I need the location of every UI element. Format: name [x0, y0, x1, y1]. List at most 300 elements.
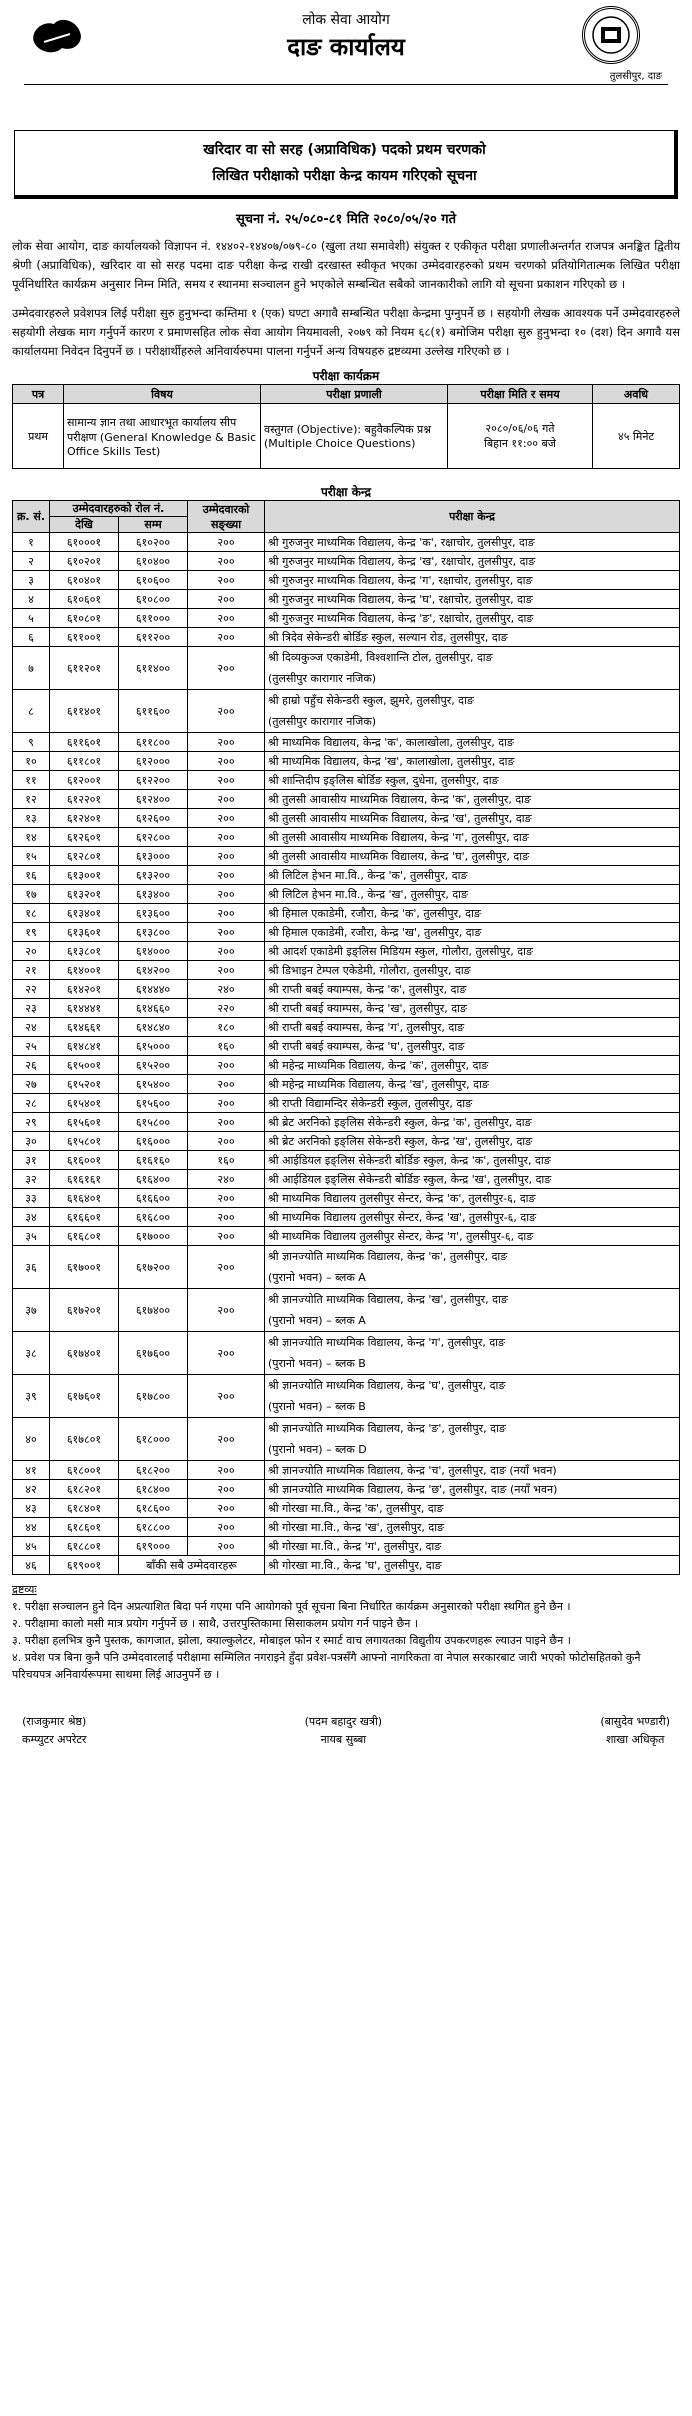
- sn-cell: ४०: [13, 1418, 50, 1461]
- roll-from-cell: ६१५८०१: [50, 1132, 119, 1151]
- date-time-cell: [448, 404, 593, 469]
- centers-table: [12, 500, 680, 1575]
- sn-cell: ४३: [13, 1499, 50, 1518]
- center-cell: [265, 1246, 680, 1289]
- center-name: श्री ज्ञानज्योति माध्यमिक विद्यालय, केन्द्र 'छ', तुलसीपुर, दाङ (नयाँ भवन): [268, 1482, 558, 1496]
- sn-cell: १०: [13, 752, 50, 771]
- roll-to-cell: ६१५०००: [119, 1037, 188, 1056]
- roll-to-cell: ६१५२००: [119, 1056, 188, 1075]
- roll-from-cell: ६१५२०१: [50, 1075, 119, 1094]
- roll-from-cell: ६१२२०१: [50, 790, 119, 809]
- sn-cell: १७: [13, 885, 50, 904]
- count-cell: २००: [188, 752, 265, 771]
- sn-cell: १६: [13, 866, 50, 885]
- center-cell: [265, 1461, 680, 1480]
- header-paper: पत्र: [13, 385, 64, 404]
- header-date-time: परीक्षा मिति र समय: [448, 385, 593, 404]
- roll-to-cell: ६१६१६०: [119, 1151, 188, 1170]
- center-note: (तुलसीपुर कारागार नजिक): [268, 672, 377, 685]
- exam-date: २०८०/०६/०६ गते: [485, 422, 555, 435]
- center-cell: [265, 942, 680, 961]
- roll-to-cell: ६११६००: [119, 690, 188, 733]
- center-cell: [265, 533, 680, 552]
- roll-to-cell: ६१४०००: [119, 942, 188, 961]
- centers-body: [13, 533, 680, 1575]
- roll-to-cell: ६१९०००: [119, 1537, 188, 1556]
- sn-cell: १८: [13, 904, 50, 923]
- center-name: श्री गुरुजनुर माध्यमिक विद्यालय, केन्द्र 'ङ', रक्षाचोर, तुलसीपुर, दाङ: [268, 611, 534, 625]
- org-name: लोक सेवा आयोग: [302, 12, 390, 28]
- count-cell: २००: [188, 923, 265, 942]
- sn-cell: २६: [13, 1056, 50, 1075]
- sn-cell: १: [13, 533, 50, 552]
- count-cell: २००: [188, 1418, 265, 1461]
- center-name: श्री तुलसी आवासीय माध्यमिक विद्यालय, केन्द्र 'ख', तुलसीपुर, दाङ: [268, 811, 532, 825]
- program-header-row: [13, 385, 680, 404]
- subject-cell: सामान्य ज्ञान तथा आधारभूत कार्यालय सीप परीक्षण (General Knowledge & Basic Office Skills Test): [64, 404, 261, 469]
- table-row: [13, 1151, 680, 1170]
- exam-time: बिहान ११:०० बजे: [484, 437, 556, 450]
- center-cell: [265, 923, 680, 942]
- table-row: [13, 690, 680, 733]
- center-cell: [265, 1480, 680, 1499]
- roll-to-cell: ६१८२००: [119, 1461, 188, 1480]
- roll-to-cell: ६१८०००: [119, 1418, 188, 1461]
- roll-to-cell: ६१६०००: [119, 1132, 188, 1151]
- centers-heading: परीक्षा केन्द्र: [320, 485, 372, 499]
- signer-title: नायब सुब्बा: [320, 1733, 367, 1746]
- header-subject: विषय: [64, 385, 261, 404]
- sn-cell: ३९: [13, 1375, 50, 1418]
- roll-from-cell: ६१२६०१: [50, 828, 119, 847]
- roll-from-cell: ६१६८०१: [50, 1227, 119, 1246]
- center-cell: [265, 866, 680, 885]
- sn-cell: ४५: [13, 1537, 50, 1556]
- roll-to-cell: ६१३६००: [119, 904, 188, 923]
- table-row: [13, 790, 680, 809]
- sn-cell: ९: [13, 733, 50, 752]
- table-row: [13, 752, 680, 771]
- count-cell: २००: [188, 1480, 265, 1499]
- roll-range-cell: बाँकी सबै उम्मेदवारहरू: [119, 1556, 265, 1575]
- note-item: ३. परीक्षा हलभित्र कुनै पुस्तक, कागजात, झोला, क्याल्कुलेटर, मोबाइल फोन र स्मार्ट वाच लगायतका विद्युतीय उपकरणहरू ल्याउन पाइने छैन ।: [12, 1634, 571, 1647]
- count-cell: २००: [188, 1189, 265, 1208]
- roll-to-cell: ६१०८००: [119, 590, 188, 609]
- count-cell: २००: [188, 647, 265, 690]
- table-row: [13, 1518, 680, 1537]
- count-cell: २००: [188, 1075, 265, 1094]
- sn-cell: ३५: [13, 1227, 50, 1246]
- count-cell: २००: [188, 733, 265, 752]
- table-row: [13, 1537, 680, 1556]
- sn-cell: २८: [13, 1094, 50, 1113]
- count-cell: २००: [188, 571, 265, 590]
- roll-to-cell: ६१७८००: [119, 1375, 188, 1418]
- roll-to-cell: ६११८००: [119, 733, 188, 752]
- count-cell: २००: [188, 552, 265, 571]
- center-cell: [265, 904, 680, 923]
- sn-cell: २: [13, 552, 50, 571]
- center-name: श्री ज्ञानज्योति माध्यमिक विद्यालय, केन्द्र 'च', तुलसीपुर, दाङ (नयाँ भवन): [268, 1463, 557, 1477]
- center-name: श्री गोरखा मा.वि., केन्द्र 'ग', तुलसीपुर, दाङ: [268, 1539, 442, 1553]
- roll-from-cell: ६१३८०१: [50, 942, 119, 961]
- count-cell: २००: [188, 1208, 265, 1227]
- table-row: [13, 1461, 680, 1480]
- roll-to-cell: ६१६६००: [119, 1189, 188, 1208]
- table-row: [13, 628, 680, 647]
- signer-name: (पदम बहादुर खत्री): [304, 1715, 383, 1728]
- roll-to-cell: ६१५८००: [119, 1113, 188, 1132]
- notes-heading: द्रष्टव्यः: [12, 1583, 37, 1596]
- office-name: दाङ कार्यालय: [287, 33, 405, 61]
- center-cell: [265, 961, 680, 980]
- title-line-1: खरिदार वा सो सरह (अप्राविधिक) पदको प्रथम चरणको: [203, 142, 486, 158]
- roll-from-cell: ६१७००१: [50, 1246, 119, 1289]
- center-name: श्री हाम्रो पहुँच सेकेन्डरी स्कुल, झुमरे, तुलसीपुर, दाङ: [268, 694, 474, 707]
- table-row: [13, 533, 680, 552]
- note-item: १. परीक्षा सञ्चालन हुने दिन अप्रत्याशित बिदा पर्न गएमा पनि आयोगको पूर्व सूचना बिना निर्धारित कार्यक्रम अनुसारको परीक्षा स्थगित हुने छैन ।: [12, 1600, 571, 1613]
- roll-from-cell: ६१७८०१: [50, 1418, 119, 1461]
- roll-from-cell: ६१०००१: [50, 533, 119, 552]
- roll-to-cell: ६१४४४०: [119, 980, 188, 999]
- center-cell: [265, 1189, 680, 1208]
- sn-cell: २४: [13, 1018, 50, 1037]
- center-cell: [265, 790, 680, 809]
- center-name: श्री माध्यमिक विद्यालय, केन्द्र 'क', कालाखोला, तुलसीपुर, दाङ: [268, 735, 514, 749]
- count-cell: १८०: [188, 1018, 265, 1037]
- table-row: [13, 980, 680, 999]
- note-item: ४. प्रवेश पत्र बिना कुनै पनि उम्मेदवारलाई परीक्षामा सम्मिलित नगराइने हुँदा प्रवेश-पत्रसँगै आफ्नो नागरिकता वा नेपाल सरकारबाट जारी भएको फोटोसहितको कुनै परिचयपत्र अनिवार्यरूपमा साथमा लिई आउनुपर्ने छ ।: [12, 1651, 641, 1681]
- sn-cell: ४२: [13, 1480, 50, 1499]
- roll-to-cell: ६१३४००: [119, 885, 188, 904]
- center-cell: [265, 1018, 680, 1037]
- roll-to-cell: ६१४८४०: [119, 1018, 188, 1037]
- roll-from-cell: ६१७४०१: [50, 1332, 119, 1375]
- roll-from-cell: ६१६६०१: [50, 1208, 119, 1227]
- count-cell: २००: [188, 1499, 265, 1518]
- roll-to-cell: ६१२४००: [119, 790, 188, 809]
- center-name: श्री महेन्द्र माध्यमिक विद्यालय, केन्द्र 'क', तुलसीपुर, दाङ: [268, 1058, 489, 1072]
- center-cell: [265, 1289, 680, 1332]
- center-cell: [265, 1499, 680, 1518]
- roll-to-cell: ६१२६००: [119, 809, 188, 828]
- sn-cell: २९: [13, 1113, 50, 1132]
- center-note: (पुरानो भवन) – ब्लक D: [268, 1443, 367, 1456]
- center-name: श्री ज्ञानज्योति माध्यमिक विद्यालय, केन्द्र 'ग', तुलसीपुर, दाङ: [268, 1336, 506, 1349]
- table-row: [13, 1332, 680, 1375]
- center-name: श्री गुरुजनुर माध्यमिक विद्यालय, केन्द्र 'ख', रक्षाचोर, तुलसीपुर, दाङ: [268, 554, 536, 568]
- count-cell: २४०: [188, 980, 265, 999]
- roll-from-cell: ६१७२०१: [50, 1289, 119, 1332]
- count-cell: २००: [188, 866, 265, 885]
- header-from: देखि: [50, 517, 119, 533]
- center-name: श्री राप्ती विद्यामन्दिर सेकेन्डरी स्कुल, तुलसीपुर, दाङ: [268, 1096, 473, 1110]
- signature-3: [600, 1713, 670, 1749]
- center-cell: [265, 1518, 680, 1537]
- count-cell: २००: [188, 609, 265, 628]
- roll-to-cell: ६१८८००: [119, 1518, 188, 1537]
- paper-cell: प्रथम: [13, 404, 64, 469]
- table-row: [13, 590, 680, 609]
- roll-from-cell: ६१२००१: [50, 771, 119, 790]
- center-cell: [265, 1375, 680, 1418]
- header-divider: [24, 84, 668, 85]
- center-cell: [265, 980, 680, 999]
- system-cell: वस्तुगत (Objective): बहुवैकल्पिक प्रश्न (Multiple Choice Questions): [261, 404, 448, 469]
- center-name: श्री डिभाइन टेम्पल एकेडेमी, गोलौरा, तुलसीपुर, दाङ: [268, 963, 471, 977]
- center-cell: [265, 1170, 680, 1189]
- sn-cell: ८: [13, 690, 50, 733]
- center-cell: [265, 999, 680, 1018]
- roll-to-cell: ६११२००: [119, 628, 188, 647]
- roll-to-cell: ६१४६६०: [119, 999, 188, 1018]
- sn-cell: ३१: [13, 1151, 50, 1170]
- count-cell: २००: [188, 942, 265, 961]
- center-cell: [265, 733, 680, 752]
- center-note: (तुलसीपुर कारागार नजिक): [268, 715, 377, 728]
- center-name: श्री राप्ती बबई क्याम्पस, केन्द्र 'क', तुलसीपुर, दाङ: [268, 982, 467, 996]
- table-row: [13, 1246, 680, 1289]
- center-cell: [265, 752, 680, 771]
- sn-cell: २०: [13, 942, 50, 961]
- center-cell: [265, 885, 680, 904]
- count-cell: २००: [188, 1132, 265, 1151]
- table-row: [13, 1499, 680, 1518]
- roll-from-cell: ६१७६०१: [50, 1375, 119, 1418]
- program-heading: परीक्षा कार्यक्रम: [312, 369, 380, 383]
- roll-to-cell: ६१२८००: [119, 828, 188, 847]
- signature-1: [22, 1713, 86, 1749]
- roll-from-cell: ६१०२०१: [50, 552, 119, 571]
- sn-cell: २७: [13, 1075, 50, 1094]
- table-row: [13, 1556, 680, 1575]
- roll-from-cell: ६१२४०१: [50, 809, 119, 828]
- roll-from-cell: ६१४८४१: [50, 1037, 119, 1056]
- center-name: श्री गोरखा मा.वि., केन्द्र 'घ', तुलसीपुर, दाङ: [268, 1558, 442, 1572]
- title-box: [14, 130, 678, 199]
- table-row: [13, 1189, 680, 1208]
- psc-logo-icon: [582, 6, 640, 64]
- notice-number: सूचना नं. २५/०८०-८१ मिति २०८०/०५/२० गते: [235, 212, 457, 227]
- roll-from-cell: ६१८६०१: [50, 1518, 119, 1537]
- title-line-2: लिखित परीक्षाको परीक्षा केन्द्र कायम गरिएको सूचना: [212, 168, 477, 184]
- sn-cell: ३७: [13, 1289, 50, 1332]
- center-name: श्री माध्यमिक विद्यालय तुलसीपुर सेन्टर, केन्द्र 'ख', तुलसीपुर-६, दाङ: [268, 1210, 537, 1224]
- roll-to-cell: ६१४२००: [119, 961, 188, 980]
- count-cell: २००: [188, 1375, 265, 1418]
- count-cell: २००: [188, 590, 265, 609]
- center-name: श्री तुलसी आवासीय माध्यमिक विद्यालय, केन्द्र 'क', तुलसीपुर, दाङ: [268, 792, 532, 806]
- table-row: [13, 1375, 680, 1418]
- count-cell: २४०: [188, 1170, 265, 1189]
- roll-from-cell: ६१३२०१: [50, 885, 119, 904]
- sn-cell: ११: [13, 771, 50, 790]
- intro-paragraph: लोक सेवा आयोग, दाङ कार्यालयको विज्ञापन नं. १४४०२-१४४०७/०७९-८० (खुला तथा समावेशी) संयुक्त र एकीकृत परीक्षा प्रणालीअन्तर्गत राजपत्र अनङ्कित द्वितीय श्रेणी (अप्राविधिक), खरिदार वा सो सरह पदमा दाङ परीक्षा केन्द्र राखी दरखास्त स्वीकृत भएका उम्मेदवारहरुको प्रथम चरणको प्रतियोगितात्मक लिखित परीक्षा पूर्वनिर्धारित कार्यक्रम अनुसार निम्न मिति, समय र स्थानमा सञ्चालन हुने भएकोले सम्बन्धित सबैको जानकारीको लागि यो सूचना प्रकाशन गरिएको छ ।: [12, 239, 680, 291]
- count-cell: २००: [188, 1537, 265, 1556]
- roll-to-cell: ६११०००: [119, 609, 188, 628]
- table-row: [13, 1418, 680, 1461]
- roll-to-cell: ६१५४००: [119, 1075, 188, 1094]
- center-cell: [265, 1227, 680, 1246]
- count-cell: २००: [188, 1518, 265, 1537]
- center-name: श्री तुलसी आवासीय माध्यमिक विद्यालय, केन्द्र 'घ', तुलसीपुर, दाङ: [268, 849, 530, 863]
- office-location: तुलसीपुर, दाङ: [609, 71, 662, 82]
- header-roll: उम्मेदवारहरुको रोल नं.: [50, 501, 188, 517]
- header-duration: अवधि: [593, 385, 680, 404]
- roll-to-cell: ६१०२००: [119, 533, 188, 552]
- sn-cell: २२: [13, 980, 50, 999]
- center-name: श्री ज्ञानज्योति माध्यमिक विद्यालय, केन्द्र 'ख', तुलसीपुर, दाङ: [268, 1293, 508, 1306]
- note-item: २. परीक्षामा कालो मसी मात्र प्रयोग गर्नुपर्ने छ । साथै, उत्तरपुस्तिकामा सिसाकलम प्रयोग गर्न पाइने छैन ।: [12, 1617, 419, 1630]
- header-system: परीक्षा प्रणाली: [261, 385, 448, 404]
- center-name: श्री शान्तिदीप इङ्लिस बोर्डिङ स्कुल, दुधेना, तुलसीपुर, दाङ: [268, 773, 499, 787]
- center-name: श्री माध्यमिक विद्यालय तुलसीपुर सेन्टर, केन्द्र 'क', तुलसीपुर-६, दाङ: [268, 1191, 536, 1205]
- count-cell: २००: [188, 790, 265, 809]
- roll-from-cell: ६१६४०१: [50, 1189, 119, 1208]
- table-row: [13, 885, 680, 904]
- count-cell: २००: [188, 885, 265, 904]
- center-cell: [265, 828, 680, 847]
- center-cell: [265, 1556, 680, 1575]
- roll-from-cell: ६११००१: [50, 628, 119, 647]
- table-row: [13, 1480, 680, 1499]
- roll-from-cell: ६१३४०१: [50, 904, 119, 923]
- center-name: श्री गुरुजनुर माध्यमिक विद्यालय, केन्द्र 'क', रक्षाचोर, तुलसीपुर, दाङ: [268, 535, 535, 549]
- count-cell: २००: [188, 1289, 265, 1332]
- center-name: श्री त्रिदेव सेकेन्डरी बोर्डिङ स्कुल, सल्यान रोड, तुलसीपुर, दाङ: [268, 630, 508, 644]
- sn-cell: १३: [13, 809, 50, 828]
- center-name: श्री ब्रेट अरनिको इङ्लिस सेकेन्डरी स्कुल, केन्द्र 'ख', तुलसीपुर, दाङ: [268, 1134, 533, 1148]
- table-row: [13, 552, 680, 571]
- center-name: श्री आदर्श एकाडेमी इङ्लिस मिडियम स्कुल, गोलौरा, तुलसीपुर, दाङ: [268, 944, 533, 958]
- count-cell: २२०: [188, 999, 265, 1018]
- center-cell: [265, 1332, 680, 1375]
- count-cell: २००: [188, 828, 265, 847]
- center-name: श्री ज्ञानज्योति माध्यमिक विद्यालय, केन्द्र 'घ', तुलसीपुर, दाङ: [268, 1379, 506, 1392]
- center-name: श्री तुलसी आवासीय माध्यमिक विद्यालय, केन्द्र 'ग', तुलसीपुर, दाङ: [268, 830, 529, 844]
- signature-block: [12, 1713, 680, 1749]
- sn-cell: ४४: [13, 1518, 50, 1537]
- sn-cell: १५: [13, 847, 50, 866]
- sn-cell: ५: [13, 609, 50, 628]
- center-cell: [265, 571, 680, 590]
- count-cell: २००: [188, 1094, 265, 1113]
- center-note: (पुरानो भवन) – ब्लक B: [268, 1357, 366, 1370]
- roll-from-cell: ६१४००१: [50, 961, 119, 980]
- table-row: [13, 1132, 680, 1151]
- roll-from-cell: ६१८८०१: [50, 1537, 119, 1556]
- roll-from-cell: ६१८२०१: [50, 1480, 119, 1499]
- center-cell: [265, 1151, 680, 1170]
- roll-to-cell: ६११४००: [119, 647, 188, 690]
- center-cell: [265, 1037, 680, 1056]
- roll-to-cell: ६१३८००: [119, 923, 188, 942]
- roll-to-cell: ६१८४००: [119, 1480, 188, 1499]
- center-name: श्री ज्ञानज्योति माध्यमिक विद्यालय, केन्द्र 'ङ', तुलसीपुर, दाङ: [268, 1422, 506, 1435]
- roll-from-cell: ६१३६०१: [50, 923, 119, 942]
- count-cell: २००: [188, 809, 265, 828]
- signer-title: शाखा अधिकृत: [605, 1733, 665, 1746]
- count-cell: २००: [188, 533, 265, 552]
- roll-from-cell: ६१०६०१: [50, 590, 119, 609]
- signer-name: (बासुदेव भण्डारी): [600, 1715, 670, 1728]
- table-row: [13, 1289, 680, 1332]
- roll-from-cell: ६१८००१: [50, 1461, 119, 1480]
- center-cell: [265, 690, 680, 733]
- count-cell: २००: [188, 628, 265, 647]
- sn-cell: २१: [13, 961, 50, 980]
- roll-to-cell: ६१७६००: [119, 1332, 188, 1375]
- sn-cell: ४१: [13, 1461, 50, 1480]
- count-cell: २००: [188, 1056, 265, 1075]
- roll-to-cell: ६१३२००: [119, 866, 188, 885]
- table-row: [13, 961, 680, 980]
- count-cell: २००: [188, 771, 265, 790]
- roll-from-cell: ६१२८०१: [50, 847, 119, 866]
- center-note: (पुरानो भवन) – ब्लक B: [268, 1400, 366, 1413]
- header-to: सम्म: [119, 517, 188, 533]
- center-name: श्री गोरखा मा.वि., केन्द्र 'क', तुलसीपुर, दाङ: [268, 1501, 444, 1515]
- header-count: उम्मेदवारको सङ्ख्या: [188, 501, 265, 533]
- center-cell: [265, 628, 680, 647]
- table-row: [13, 1075, 680, 1094]
- count-cell: २००: [188, 1332, 265, 1375]
- notes-section: [12, 1581, 680, 1683]
- center-name: श्री राप्ती बबई क्याम्पस, केन्द्र 'ख', तुलसीपुर, दाङ: [268, 1001, 467, 1015]
- sn-cell: ६: [13, 628, 50, 647]
- center-cell: [265, 590, 680, 609]
- instructions-paragraph: उम्मेदवारहरुले प्रवेशपत्र लिई परीक्षा सुरु हुनुभन्दा कम्तिमा १ (एक) घण्टा अगावै सम्बन्धित परीक्षा केन्द्रमा पुग्नुपर्ने छ । सहयोगी लेखक आवश्यक पर्ने उम्मेदवारहरुले सहयोगी लेखक माग गर्नुपर्ने कारण र प्रमाणसहित लोक सेवा आयोग नियमावली, २०७९ को नियम ६८(१) बमोजिम परीक्षा सुरु हुनुभन्दा १० (दश) दिन अगावै यस कार्यालयमा निवेदन दिनुपर्ने छ । परीक्षार्थीहरुले अनिवार्यरुपमा पालना गर्नुपर्ने अन्य विषयहरु द्रष्टव्यमा उल्लेख गरिएको छ ।: [12, 306, 680, 358]
- center-cell: [265, 1113, 680, 1132]
- roll-from-cell: ६१४२०१: [50, 980, 119, 999]
- center-cell: [265, 552, 680, 571]
- roll-from-cell: ६१६१६१: [50, 1170, 119, 1189]
- center-name: श्री हिमाल एकाडेमी, रजौरा, केन्द्र 'क', तुलसीपुर, दाङ: [268, 906, 481, 920]
- center-note: (पुरानो भवन) – ब्लक A: [268, 1314, 366, 1327]
- center-name: श्री ज्ञानज्योति माध्यमिक विद्यालय, केन्द्र 'क', तुलसीपुर, दाङ: [268, 1250, 508, 1263]
- signer-title: कम्प्युटर अपरेटर: [22, 1733, 87, 1746]
- table-row: [13, 904, 680, 923]
- roll-from-cell: ६११६०१: [50, 733, 119, 752]
- center-note: (पुरानो भवन) – ब्लक A: [268, 1271, 366, 1284]
- table-row: [13, 1018, 680, 1037]
- count-cell: १६०: [188, 1151, 265, 1170]
- roll-from-cell: ६१८४०१: [50, 1499, 119, 1518]
- roll-to-cell: ६१२०००: [119, 752, 188, 771]
- signature-2: [305, 1713, 382, 1749]
- count-cell: २००: [188, 847, 265, 866]
- table-row: [13, 828, 680, 847]
- center-cell: [265, 1075, 680, 1094]
- table-row: [13, 571, 680, 590]
- sn-cell: ३०: [13, 1132, 50, 1151]
- roll-to-cell: ६१७०००: [119, 1227, 188, 1246]
- roll-from-cell: ६१०४०१: [50, 571, 119, 590]
- center-name: श्री माध्यमिक विद्यालय तुलसीपुर सेन्टर, केन्द्र 'ग', तुलसीपुर-६, दाङ: [268, 1229, 534, 1243]
- roll-to-cell: ६१०६००: [119, 571, 188, 590]
- table-row: [13, 923, 680, 942]
- sn-cell: ३२: [13, 1170, 50, 1189]
- center-cell: [265, 771, 680, 790]
- table-row: [13, 1208, 680, 1227]
- center-name: श्री ब्रेट अरनिको इङ्लिस सेकेन्डरी स्कुल, केन्द्र 'क', तुलसीपुर, दाङ: [268, 1115, 532, 1129]
- roll-from-cell: ६१०८०१: [50, 609, 119, 628]
- roll-from-cell: ६१९००१: [50, 1556, 119, 1575]
- roll-to-cell: ६१७४००: [119, 1289, 188, 1332]
- center-name: श्री गोरखा मा.वि., केन्द्र 'ख', तुलसीपुर, दाङ: [268, 1520, 445, 1534]
- sn-cell: ३४: [13, 1208, 50, 1227]
- table-row: [13, 942, 680, 961]
